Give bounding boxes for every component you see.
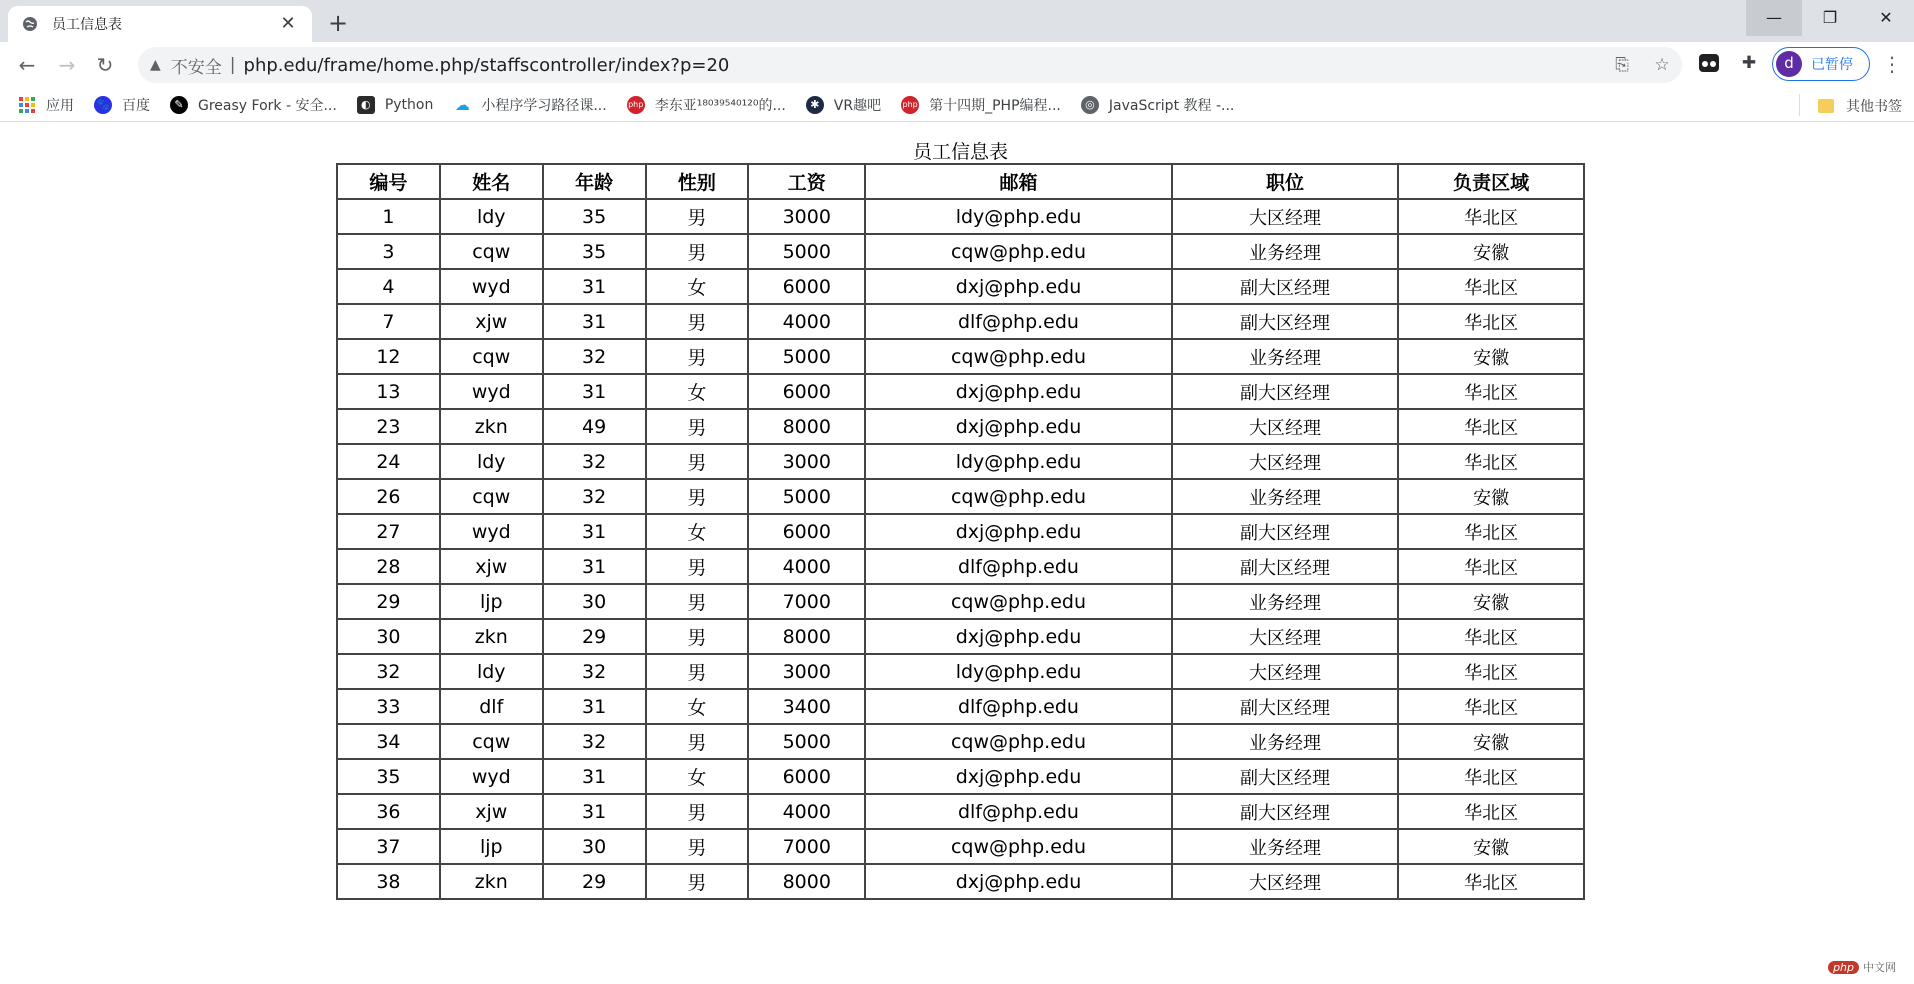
age-cell: 31: [543, 549, 646, 584]
email-cell: dxj@php.edu: [865, 759, 1172, 794]
salary-cell: 4000: [748, 304, 865, 339]
region-cell: 安徽: [1398, 234, 1584, 269]
gender-cell: 男: [646, 549, 749, 584]
age-cell: 31: [543, 514, 646, 549]
email-cell: dlf@php.edu: [865, 549, 1172, 584]
table-row: [337, 304, 1584, 339]
region-cell: 华北区: [1398, 619, 1584, 654]
region-cell: 华北区: [1398, 794, 1584, 829]
age-cell: 31: [543, 689, 646, 724]
gender-cell: 女: [646, 514, 749, 549]
table-row: [337, 409, 1584, 444]
salary-cell: 7000: [748, 584, 865, 619]
warning-icon[interactable]: ▲: [150, 57, 161, 73]
gender-cell: 男: [646, 409, 749, 444]
id-cell: 4: [337, 269, 440, 304]
name-cell: wyd: [440, 514, 543, 549]
more-menu-icon[interactable]: ⋮: [1882, 52, 1902, 76]
age-cell: 32: [543, 479, 646, 514]
region-cell: 华北区: [1398, 409, 1584, 444]
bookmark-label: 百度: [122, 97, 150, 114]
email-cell: dxj@php.edu: [865, 269, 1172, 304]
salary-cell: 6000: [748, 514, 865, 549]
gender-cell: 男: [646, 479, 749, 514]
gender-cell: 男: [646, 864, 749, 899]
region-cell: 华北区: [1398, 864, 1584, 899]
column-header: 性别: [646, 164, 749, 199]
bookmark-greasyfork[interactable]: [170, 95, 337, 115]
name-cell: xjw: [440, 794, 543, 829]
column-header: 邮箱: [865, 164, 1172, 199]
salary-cell: 6000: [748, 759, 865, 794]
browser-toolbar: [0, 42, 1914, 88]
position-cell: 业务经理: [1172, 724, 1399, 759]
column-header: 姓名: [440, 164, 543, 199]
watermark: [1828, 959, 1896, 975]
region-cell: 华北区: [1398, 199, 1584, 234]
bookmark-label: Greasy Fork - 安全...: [198, 97, 337, 114]
position-cell: 大区经理: [1172, 654, 1399, 689]
id-cell: 33: [337, 689, 440, 724]
table-row: [337, 339, 1584, 374]
position-cell: 副大区经理: [1172, 269, 1399, 304]
bookmark-label: 应用: [46, 97, 74, 114]
extension-glasses-icon[interactable]: [1697, 53, 1721, 77]
extensions-puzzle-icon[interactable]: ✚: [1741, 53, 1757, 73]
bookmark-label: Python: [384, 96, 434, 113]
python-icon: ◐: [357, 96, 375, 114]
age-cell: 30: [543, 584, 646, 619]
age-cell: 32: [543, 444, 646, 479]
name-cell: wyd: [440, 374, 543, 409]
table-row: [337, 619, 1584, 654]
table-body: [337, 199, 1584, 899]
profile-status: 已暂停: [1811, 57, 1853, 73]
id-cell: 7: [337, 304, 440, 339]
bookmark-vr[interactable]: [806, 95, 881, 115]
position-cell: 大区经理: [1172, 444, 1399, 479]
position-cell: 业务经理: [1172, 234, 1399, 269]
salary-cell: 6000: [748, 374, 865, 409]
salary-cell: 3000: [748, 654, 865, 689]
column-header: 职位: [1172, 164, 1399, 199]
age-cell: 49: [543, 409, 646, 444]
gender-cell: 男: [646, 724, 749, 759]
name-cell: cqw: [440, 234, 543, 269]
email-cell: cqw@php.edu: [865, 584, 1172, 619]
bookmark-label: 李东亚¹⁸⁰³⁹⁵⁴⁰¹²⁰的...: [654, 97, 786, 114]
url-separator: |: [229, 55, 236, 75]
name-cell: wyd: [440, 759, 543, 794]
table-row: [337, 549, 1584, 584]
region-cell: 安徽: [1398, 339, 1584, 374]
table-row: [337, 199, 1584, 234]
position-cell: 业务经理: [1172, 584, 1399, 619]
salary-cell: 3000: [748, 444, 865, 479]
email-cell: dlf@php.edu: [865, 689, 1172, 724]
bookmark-apps[interactable]: [18, 95, 74, 115]
name-cell: cqw: [440, 724, 543, 759]
table-row: [337, 864, 1584, 899]
email-cell: ldy@php.edu: [865, 654, 1172, 689]
age-cell: 31: [543, 759, 646, 794]
table-row: [337, 759, 1584, 794]
gender-cell: 男: [646, 304, 749, 339]
column-header: 负责区域: [1398, 164, 1584, 199]
bookmarks-divider: [1799, 94, 1800, 116]
salary-cell: 5000: [748, 724, 865, 759]
name-cell: ljp: [440, 829, 543, 864]
profile-button[interactable]: [1772, 47, 1870, 81]
table-row: [337, 654, 1584, 689]
gender-cell: 女: [646, 374, 749, 409]
region-cell: 华北区: [1398, 549, 1584, 584]
column-header: 工资: [748, 164, 865, 199]
php-icon: php: [901, 96, 919, 114]
salary-cell: 3400: [748, 689, 865, 724]
name-cell: xjw: [440, 304, 543, 339]
bookmark-label: VR趣吧: [833, 97, 882, 114]
email-cell: cqw@php.edu: [865, 339, 1172, 374]
apps-grid-icon: [18, 96, 36, 114]
region-cell: 华北区: [1398, 689, 1584, 724]
email-cell: dlf@php.edu: [865, 794, 1172, 829]
other-bookmarks-folder[interactable]: [1818, 96, 1902, 116]
email-cell: dxj@php.edu: [865, 409, 1172, 444]
id-cell: 24: [337, 444, 440, 479]
salary-cell: 8000: [748, 619, 865, 654]
email-cell: ldy@php.edu: [865, 199, 1172, 234]
name-cell: wyd: [440, 269, 543, 304]
page-content: [0, 122, 1914, 979]
gender-cell: 女: [646, 269, 749, 304]
position-cell: 副大区经理: [1172, 374, 1399, 409]
gender-cell: 男: [646, 584, 749, 619]
position-cell: 副大区经理: [1172, 304, 1399, 339]
email-cell: dxj@php.edu: [865, 619, 1172, 654]
email-cell: cqw@php.edu: [865, 724, 1172, 759]
bookmark-label: 小程序学习路径课...: [481, 97, 607, 114]
id-cell: 27: [337, 514, 440, 549]
position-cell: 副大区经理: [1172, 759, 1399, 794]
region-cell: 华北区: [1398, 654, 1584, 689]
position-cell: 业务经理: [1172, 829, 1399, 864]
staff-table: [336, 163, 1585, 900]
region-cell: 安徽: [1398, 829, 1584, 864]
email-cell: dxj@php.edu: [865, 514, 1172, 549]
salary-cell: 6000: [748, 269, 865, 304]
id-cell: 26: [337, 479, 440, 514]
region-cell: 安徽: [1398, 724, 1584, 759]
gender-cell: 男: [646, 339, 749, 374]
gender-cell: 男: [646, 199, 749, 234]
age-cell: 29: [543, 619, 646, 654]
bookmark-miniprogram[interactable]: [453, 95, 606, 115]
gender-cell: 男: [646, 619, 749, 654]
cloud-icon: ☁: [454, 95, 470, 114]
email-cell: ldy@php.edu: [865, 444, 1172, 479]
id-cell: 38: [337, 864, 440, 899]
position-cell: 副大区经理: [1172, 549, 1399, 584]
name-cell: zkn: [440, 619, 543, 654]
id-cell: 29: [337, 584, 440, 619]
close-window-button[interactable]: ✕: [1879, 8, 1893, 27]
bookmark-star-icon[interactable]: ☆: [1654, 55, 1670, 75]
table-row: [337, 584, 1584, 619]
region-cell: 华北区: [1398, 514, 1584, 549]
position-cell: 业务经理: [1172, 479, 1399, 514]
folder-icon: [1818, 99, 1834, 113]
age-cell: 31: [543, 304, 646, 339]
salary-cell: 7000: [748, 829, 865, 864]
new-tab-button[interactable]: +: [327, 9, 349, 37]
gender-cell: 男: [646, 829, 749, 864]
email-cell: cqw@php.edu: [865, 234, 1172, 269]
gender-cell: 女: [646, 689, 749, 724]
gender-cell: 女: [646, 759, 749, 794]
email-cell: cqw@php.edu: [865, 829, 1172, 864]
name-cell: dlf: [440, 689, 543, 724]
salary-cell: 4000: [748, 549, 865, 584]
region-cell: 华北区: [1398, 759, 1584, 794]
column-header: 年龄: [543, 164, 646, 199]
avatar: d: [1776, 51, 1802, 77]
reload-icon[interactable]: ↻: [96, 53, 114, 77]
age-cell: 31: [543, 269, 646, 304]
position-cell: 大区经理: [1172, 409, 1399, 444]
gender-cell: 男: [646, 234, 749, 269]
id-cell: 37: [337, 829, 440, 864]
id-cell: 30: [337, 619, 440, 654]
age-cell: 32: [543, 654, 646, 689]
name-cell: ldy: [440, 444, 543, 479]
position-cell: 副大区经理: [1172, 794, 1399, 829]
id-cell: 12: [337, 339, 440, 374]
name-cell: zkn: [440, 409, 543, 444]
position-cell: 大区经理: [1172, 199, 1399, 234]
name-cell: xjw: [440, 549, 543, 584]
salary-cell: 4000: [748, 794, 865, 829]
translate-icon[interactable]: ⎘: [1615, 55, 1629, 75]
salary-cell: 5000: [748, 234, 865, 269]
id-cell: 23: [337, 409, 440, 444]
bookmark-label: 第十四期_PHP编程...: [929, 97, 1061, 114]
baidu-paw-icon: 🐾: [94, 96, 112, 114]
bookmark-php14[interactable]: [901, 95, 1061, 115]
region-cell: 安徽: [1398, 584, 1584, 619]
id-cell: 1: [337, 199, 440, 234]
name-cell: cqw: [440, 479, 543, 514]
bookmark-label: JavaScript 教程 -...: [1108, 97, 1235, 114]
salary-cell: 5000: [748, 339, 865, 374]
bookmark-lidongya[interactable]: [627, 95, 786, 115]
id-cell: 32: [337, 654, 440, 689]
age-cell: 31: [543, 374, 646, 409]
restore-button[interactable]: ❐: [1822, 8, 1838, 27]
position-cell: 大区经理: [1172, 619, 1399, 654]
address-bar[interactable]: [138, 47, 1682, 83]
email-cell: cqw@php.edu: [865, 479, 1172, 514]
name-cell: zkn: [440, 864, 543, 899]
table-header-row: [337, 164, 1584, 199]
region-cell: 安徽: [1398, 479, 1584, 514]
watermark-text: 中文网: [1863, 961, 1896, 974]
gender-cell: 男: [646, 654, 749, 689]
table-row: [337, 269, 1584, 304]
table-row: [337, 514, 1584, 549]
position-cell: 副大区经理: [1172, 514, 1399, 549]
forward-arrow-icon[interactable]: →: [58, 53, 76, 77]
id-cell: 3: [337, 234, 440, 269]
salary-cell: 8000: [748, 864, 865, 899]
gender-cell: 男: [646, 444, 749, 479]
other-bookmarks-label: 其他书签: [1846, 99, 1902, 115]
table-caption: 员工信息表: [912, 141, 1008, 163]
url-text[interactable]: php.edu/frame/home.php/staffscontroller/index?p=20: [243, 54, 730, 76]
table-row: [337, 444, 1584, 479]
minimize-button[interactable]: —: [1746, 0, 1802, 36]
age-cell: 32: [543, 339, 646, 374]
region-cell: 华北区: [1398, 444, 1584, 479]
age-cell: 30: [543, 829, 646, 864]
back-arrow-icon[interactable]: ←: [18, 53, 36, 77]
age-cell: 32: [543, 724, 646, 759]
globe-icon: [22, 16, 38, 32]
position-cell: 大区经理: [1172, 864, 1399, 899]
tab-close-icon[interactable]: ✕: [280, 13, 296, 34]
tab-title: 员工信息表: [52, 17, 122, 33]
region-cell: 华北区: [1398, 269, 1584, 304]
bookmark-python[interactable]: [357, 96, 434, 114]
tab-strip: [0, 0, 1914, 42]
age-cell: 29: [543, 864, 646, 899]
table-row: [337, 829, 1584, 864]
salary-cell: 8000: [748, 409, 865, 444]
id-cell: 28: [337, 549, 440, 584]
age-cell: 35: [543, 199, 646, 234]
table-row: [337, 689, 1584, 724]
age-cell: 35: [543, 234, 646, 269]
security-label[interactable]: 不安全: [170, 57, 222, 78]
column-header: 编号: [337, 164, 440, 199]
table-row: [337, 234, 1584, 269]
name-cell: cqw: [440, 339, 543, 374]
age-cell: 31: [543, 794, 646, 829]
table-row: [337, 724, 1584, 759]
table-row: [337, 374, 1584, 409]
table-row: [337, 794, 1584, 829]
greasyfork-icon: ✎: [170, 96, 188, 114]
gender-cell: 男: [646, 794, 749, 829]
email-cell: dxj@php.edu: [865, 864, 1172, 899]
php-icon: php: [627, 96, 645, 114]
position-cell: 副大区经理: [1172, 689, 1399, 724]
active-tab[interactable]: [8, 6, 312, 42]
region-cell: 华北区: [1398, 374, 1584, 409]
email-cell: dlf@php.edu: [865, 304, 1172, 339]
salary-cell: 5000: [748, 479, 865, 514]
id-cell: 36: [337, 794, 440, 829]
php-logo-icon: php: [1828, 961, 1859, 974]
id-cell: 35: [337, 759, 440, 794]
name-cell: ldy: [440, 199, 543, 234]
bookmark-baidu[interactable]: [94, 95, 150, 115]
salary-cell: 3000: [748, 199, 865, 234]
region-cell: 华北区: [1398, 304, 1584, 339]
bookmarks-bar: [0, 88, 1914, 122]
position-cell: 业务经理: [1172, 339, 1399, 374]
name-cell: ldy: [440, 654, 543, 689]
spider-icon: ✱: [806, 96, 824, 114]
globe-icon: ◎: [1081, 96, 1099, 114]
id-cell: 13: [337, 374, 440, 409]
table-row: [337, 479, 1584, 514]
bookmark-javascript[interactable]: [1081, 95, 1234, 115]
email-cell: dxj@php.edu: [865, 374, 1172, 409]
name-cell: ljp: [440, 584, 543, 619]
id-cell: 34: [337, 724, 440, 759]
